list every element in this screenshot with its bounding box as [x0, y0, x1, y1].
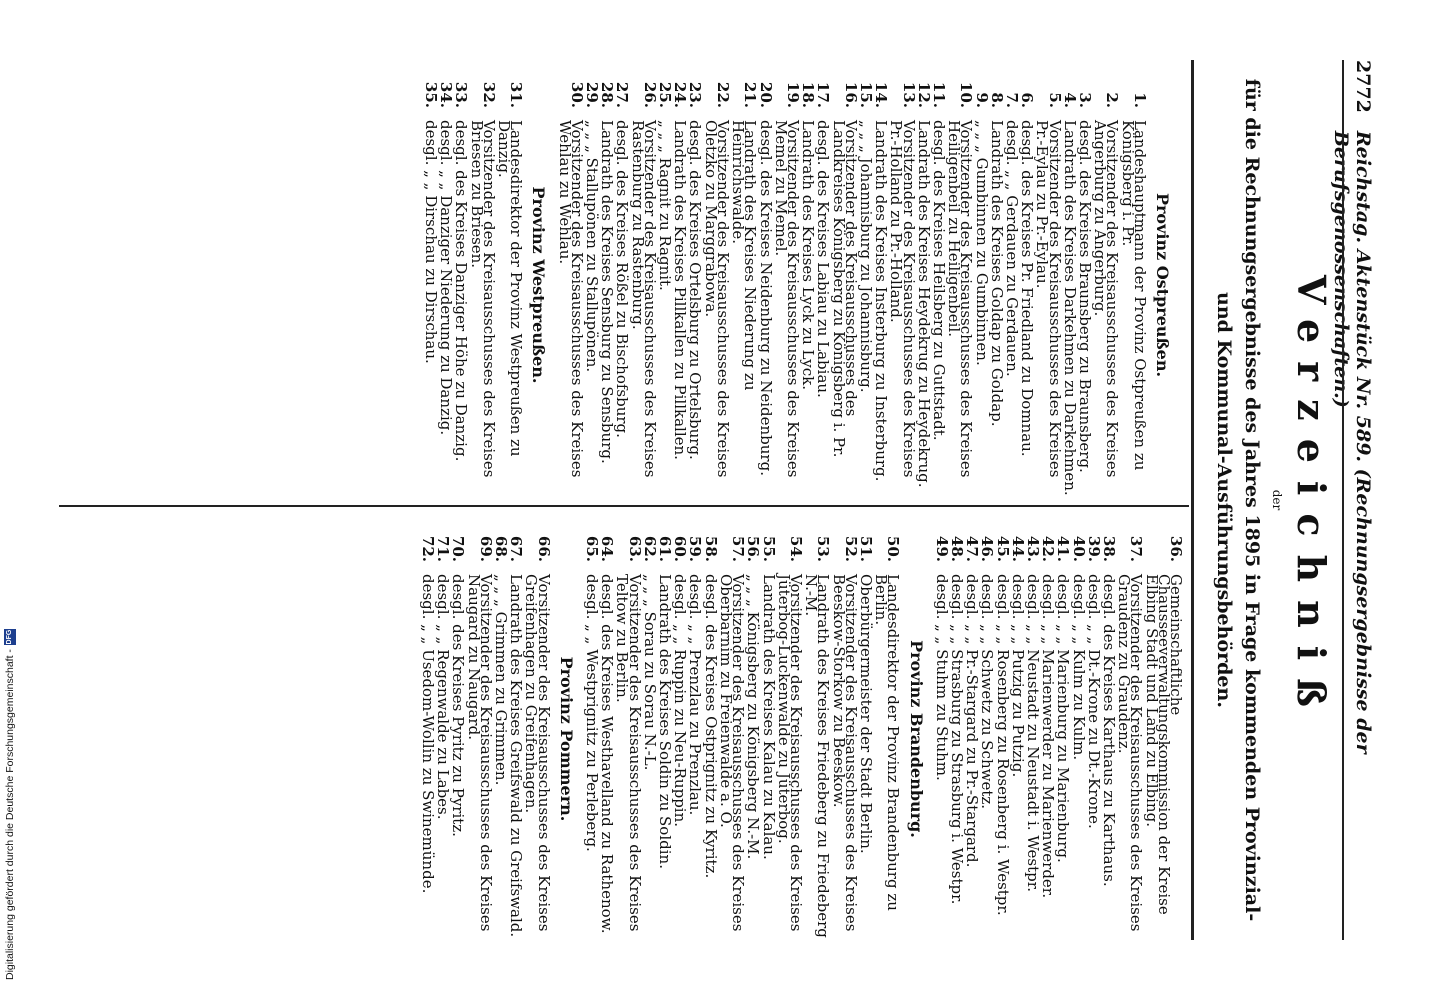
list-item	[422, 66, 441, 504]
page-number: 2772	[1352, 60, 1374, 113]
entry-number: 12.	[914, 81, 933, 108]
entry-number: 55.	[759, 535, 778, 562]
digitization-sidebar	[0, 0, 20, 1000]
entry-number: 51.	[856, 535, 875, 562]
right-column	[419, 520, 1185, 958]
list-item	[628, 66, 659, 504]
entry-number: 62.	[640, 535, 659, 562]
list-item	[814, 66, 833, 504]
list-item	[771, 66, 802, 504]
entry-text: Landesdirektor der Provinz Brandenburg zu Berlin.	[872, 574, 903, 911]
entry-number: 46.	[978, 535, 997, 562]
entry-number: 37.	[1127, 535, 1146, 562]
credit-text: Digitalisierung gefördert durch die Deutsche Forschungsgemeinschaft -	[4, 649, 16, 980]
section-heading: Provinz Pommern.	[556, 656, 576, 822]
list-item	[856, 66, 875, 504]
running-title: Reichstag. Aktenstück Nr. 589. (Rechnungsergebnisse der Berufsgenossenschaften.)	[1330, 130, 1374, 754]
entry-text: desgl. „ „ Schwetz zu Schwetz.	[978, 574, 997, 810]
entry-text: Vorsitzender des Kreisausschusses des Kreises Wehlau zu Wehlau.	[555, 120, 586, 478]
entry-text: „ „ „ Grimmen zu Grimmen.	[492, 574, 511, 786]
entry-number: 6.	[1018, 92, 1037, 108]
entry-number: 64.	[598, 535, 617, 562]
entry-text: desgl. „ „ Rosenberg zu Rosenberg i. Westpr.	[993, 574, 1012, 916]
entry-number: 35.	[422, 81, 441, 108]
entry-number: 23.	[686, 81, 705, 108]
entry-text: desgl. des Kreises Braunsberg zu Braunsberg.	[1075, 120, 1094, 473]
entry-text: desgl. „ „ Putzig zu Putzig.	[1008, 574, 1027, 778]
entry-text: Landrath des Kreises Pillkallen zu Pillkallen.	[671, 120, 690, 460]
entry-number: 2.	[1103, 92, 1122, 108]
entry-number: 31.	[507, 81, 526, 108]
entry-number: 4.	[1060, 92, 1079, 108]
list-item	[583, 520, 602, 958]
entry-number: 66.	[534, 535, 553, 562]
entry-number: 53.	[814, 535, 833, 562]
entry-number: 13.	[899, 81, 918, 108]
entry-number: 15.	[856, 81, 875, 108]
list-item	[1002, 66, 1021, 504]
list-item	[872, 520, 903, 958]
entry-text: desgl. „ „ Neustadt zu Neustadt i. Westpr.	[1023, 574, 1042, 893]
list-item	[434, 520, 453, 958]
list-item	[1023, 520, 1042, 958]
entry-text: „ „ „ Ragnit zu Ragnit.	[656, 120, 675, 291]
entry-text: desgl. des Kreises Pyritz zu Pyritz.	[449, 574, 468, 837]
entry-number: 17.	[814, 81, 833, 108]
section-heading: Provinz Brandenburg.	[906, 640, 926, 838]
entry-number: 42.	[1039, 535, 1058, 562]
entry-text: desgl. des Kreises Heilsberg zu Guttstadt.	[929, 120, 948, 441]
entry-number: 45.	[993, 535, 1012, 562]
entry-number: 44.	[1008, 535, 1027, 562]
entry-number: 19.	[783, 81, 802, 108]
list-item	[701, 520, 720, 958]
entry-number: 58.	[701, 535, 720, 562]
document-subtitle: für die Rechnungsergebnisse des Jahres 1895 in Frage kommenden Provinzial- und Kommunal-Ausführungsbehörden.	[1213, 78, 1263, 922]
entry-text: desgl. „ „ Dt.-Krone zu Dt.-Krone.	[1084, 574, 1103, 829]
document-title: Verzeichniß	[1289, 274, 1334, 726]
list-item	[1115, 520, 1146, 958]
list-item	[963, 520, 982, 958]
entry-text: desgl. „ „ Prenzlau zu Prenzlau.	[686, 574, 705, 816]
list-item	[419, 520, 438, 958]
list-item	[437, 66, 456, 504]
list-item	[993, 520, 1012, 958]
entry-number: 14.	[872, 81, 891, 108]
list-item	[1008, 520, 1027, 958]
list-item	[495, 66, 526, 504]
list-item	[887, 66, 918, 504]
list-item	[555, 66, 586, 504]
list-item	[701, 66, 732, 504]
entry-text: desgl. des Kreises Pr. Friedland zu Domnau.	[1018, 120, 1037, 457]
entry-number: 8.	[987, 92, 1006, 108]
entry-text: Landrath des Kreises Kalau zu Kalau.	[759, 574, 778, 860]
entry-text: Landrath des Kreises Goldap zu Goldap.	[987, 120, 1006, 427]
entry-text: Vorsitzender des Kreisausschusses des Kreises Beeskow-Storkow zu Beeskow.	[829, 574, 860, 932]
entry-text: Landrath des Kreises Heydekrug zu Heydekrug.	[914, 120, 933, 488]
list-item	[640, 520, 659, 958]
entry-text: desgl. „ „ Marienburg zu Marienburg.	[1054, 574, 1073, 863]
entry-text: Landrath des Kreises Sensburg zu Sensburg.	[598, 120, 617, 464]
list-item	[978, 520, 997, 958]
entry-number: 71.	[434, 535, 453, 562]
entry-text: Vorsitzender des Kreisausschusses des Kreises Naugard zu Naugard.	[464, 574, 495, 932]
entry-number: 61.	[656, 535, 675, 562]
entry-text: desgl. „ „ Usedom-Wollin zu Swinemünde.	[419, 574, 438, 894]
entry-number: 65.	[583, 535, 602, 562]
entry-text: desgl. des Kreises Ortelsburg zu Ortelsburg.	[686, 120, 705, 460]
list-item	[756, 66, 775, 504]
entry-text: „ „ „ Gumbinnen zu Gumbinnen.	[972, 120, 991, 366]
entry-text: desgl. „ „ Strasburg zu Strasburg i. Westpr.	[947, 574, 966, 905]
list-item	[929, 66, 948, 504]
entry-number: 60.	[671, 535, 690, 562]
list-item	[686, 66, 705, 504]
entry-number: 63.	[625, 535, 644, 562]
entry-number: 52.	[841, 535, 860, 562]
list-item	[972, 66, 991, 504]
header-rule	[1342, 60, 1344, 940]
entry-text: „ „ „ Johannisburg zu Johannisburg.	[856, 120, 875, 393]
entry-number: 43.	[1023, 535, 1042, 562]
entry-text: Landrath des Kreises Niederung zu Heinrichswalde.	[729, 120, 760, 391]
entry-text: Landrath des Kreises Soldin zu Soldin.	[656, 574, 675, 869]
entry-number: 3.	[1075, 92, 1094, 108]
entry-number: 7.	[1002, 92, 1021, 108]
entry-number: 20.	[756, 81, 775, 108]
list-item	[656, 66, 675, 504]
entry-text: desgl. des Kreises Westhavelland zu Rathenow.	[598, 574, 617, 934]
entry-number: 72.	[419, 535, 438, 562]
entry-text: desgl. „ „ Pr.-Stargard zu Pr.-Stargard.	[963, 574, 982, 868]
entry-number: 11.	[929, 81, 948, 108]
list-item	[656, 520, 675, 958]
list-item	[671, 520, 690, 958]
entry-text: „ „ „ Stallupönen zu Stallupönen.	[583, 120, 602, 373]
list-item	[932, 520, 951, 958]
entry-number: 41.	[1054, 535, 1073, 562]
entry-text: desgl. „ „ Danziger Niederung zu Danzig.	[437, 120, 456, 436]
entry-number: 48.	[947, 535, 966, 562]
entry-text: desgl. „ „ Stuhm zu Stuhm.	[932, 574, 951, 781]
entry-text: Vorsitzender des Kreisausschusses des Kreises Greifenhagen zu Greifenhagen.	[522, 574, 553, 932]
entry-text: Landrath des Kreises Darkehmen zu Darkehmen.	[1060, 120, 1079, 496]
entry-number: 22.	[713, 81, 732, 108]
entry-number: 16.	[841, 81, 860, 108]
entry-number: 32.	[479, 81, 498, 108]
entry-number: 56.	[744, 535, 763, 562]
entry-text: Vorsitzender des Kreisausschusses des Kreises Jüterbog-Luckenwalde zu Jüterbog.	[774, 574, 805, 932]
entry-text: Vorsitzender des Kreisausschusses des Kreises Briesen zu Briesen.	[467, 120, 498, 478]
entry-text: Oberbürgermeister der Stadt Berlin.	[856, 574, 875, 854]
list-item	[945, 66, 976, 504]
list-item	[759, 520, 778, 958]
list-item	[507, 520, 526, 958]
entry-text: Landesdirektor der Provinz Westpreußen zu Danzig.	[495, 120, 526, 457]
title-rule	[1191, 60, 1194, 940]
section-heading: Provinz Ostpreußen.	[1153, 192, 1172, 378]
entry-number: 54.	[786, 535, 805, 562]
entry-number: 49.	[932, 535, 951, 562]
dfg-logo: DFG	[4, 629, 16, 645]
entry-text: desgl. „ „ Kulm zu Kulm.	[1069, 574, 1088, 761]
list-item	[467, 66, 498, 504]
list-item	[464, 520, 495, 958]
entry-text: desgl. „ „ Gerdauen zu Gerdauen.	[1002, 120, 1021, 377]
entry-text: Landeshauptmann der Provinz Ostpreußen zu Königsberg i. Pr.	[1118, 120, 1149, 471]
entry-text: Vorsitzender des Kreisausschusses des Kreises Graudenz zu Graudenz.	[1115, 574, 1146, 932]
entry-text: Vorsitzender des Kreisausschusses des Kreises Oletzko zu Marggrabowa.	[701, 120, 732, 478]
list-item	[799, 66, 818, 504]
list-item	[914, 66, 933, 504]
entry-number: 36.	[1167, 535, 1185, 562]
entry-text: Gemeinschaftliche Chausseeverwaltungskommission der Kreise Elbing Stadt und Land zu Elbing.	[1142, 574, 1185, 915]
title-connector: der	[1270, 489, 1284, 511]
list-item	[774, 520, 805, 958]
entry-number: 28.	[598, 81, 617, 108]
entry-text: desgl. „ „ Westprignitz zu Perleberg.	[583, 574, 602, 852]
list-item	[598, 520, 617, 958]
entry-text: Landrath des Kreises Insterburg zu Insterburg.	[872, 120, 891, 482]
entry-text: desgl. des Kreises Labiau zu Labiau.	[814, 120, 833, 398]
list-item	[1118, 66, 1149, 504]
entry-number: 5.	[1045, 92, 1064, 108]
entry-number: 18.	[799, 81, 818, 108]
entry-text: desgl. des Kreises Karthaus zu Karthaus.	[1099, 574, 1118, 887]
column-divider	[59, 505, 1189, 507]
entry-text: Vorsitzender des Kreisausschusses des Kreises Heiligenbeil zu Heiligenbeil.	[945, 120, 976, 478]
entry-number: 57.	[729, 535, 748, 562]
entry-number: 67.	[507, 535, 526, 562]
entry-number: 30.	[567, 81, 586, 108]
entry-number: 9.	[972, 92, 991, 108]
entry-text: Vorsitzender des Kreisausschusses des Landkreises Königsberg zu Königsberg i. Pr.	[829, 120, 860, 458]
list-item	[1099, 520, 1118, 958]
entry-text: desgl. des Kreises Ostprignitz zu Kyritz.	[701, 574, 720, 879]
entry-number: 34.	[437, 81, 456, 108]
entry-text: desgl. des Kreises Neidenburg zu Neidenburg.	[756, 120, 775, 476]
entry-text: „ „ „ Sorau zu Sorau N.-L.	[640, 574, 659, 771]
list-item	[452, 66, 471, 504]
entry-text: desgl. „ „ Dirschau zu Dirschau.	[422, 120, 441, 364]
entry-number: 59.	[686, 535, 705, 562]
digitization-credit	[0, 0, 20, 980]
entry-number: 10.	[957, 81, 976, 108]
entry-number: 29.	[583, 81, 602, 108]
entry-number: 50.	[884, 535, 903, 562]
entry-text: Landrath des Kreises Greifswald zu Greifswald.	[507, 574, 526, 938]
list-item	[1084, 520, 1103, 958]
list-item	[613, 66, 632, 504]
list-item	[598, 66, 617, 504]
list-item	[1091, 66, 1122, 504]
entry-text: Landrath des Kreises Lyck zu Lyck.	[799, 120, 818, 390]
entry-number: 1.	[1130, 92, 1149, 108]
entry-number: 25.	[656, 81, 675, 108]
list-item	[1075, 66, 1094, 504]
list-item	[856, 520, 875, 958]
left-column	[422, 66, 1182, 504]
list-item	[583, 66, 602, 504]
entry-number: 33.	[452, 81, 471, 108]
entry-text: Vorsitzender des Kreisausschusses des Kreises Pr.-Holland zu Pr.-Holland.	[887, 120, 918, 478]
entry-number: 27.	[613, 81, 632, 108]
entry-text: Vorsitzender des Kreisausschusses des Kreises Rastenburg zu Rastenburg.	[628, 120, 659, 478]
entry-number: 68.	[492, 535, 511, 562]
running-header	[1330, 60, 1374, 940]
list-item	[492, 520, 511, 958]
entry-text: „ „ „ Königsberg zu Königsberg N.-M.	[744, 574, 763, 860]
list-item	[671, 66, 690, 504]
entry-text: desgl. des Kreises Rößel zu Bischofsburg.	[613, 120, 632, 438]
list-item	[802, 520, 833, 958]
entry-text: Vorsitzender des Kreisausschusses des Kreises Teltow zu Berlin.	[613, 574, 644, 932]
entry-text: desgl. des Kreises Danziger Höhe zu Danzig.	[452, 120, 471, 462]
entry-number: 24.	[671, 81, 690, 108]
entry-text: Vorsitzender des Kreisausschusses des Kreises Oberbarnim zu Freienwalde a. O.	[716, 574, 748, 932]
entry-number: 40.	[1069, 535, 1088, 562]
list-item	[716, 520, 748, 958]
list-item	[829, 66, 860, 504]
list-item	[829, 520, 860, 958]
list-item	[1018, 66, 1037, 504]
entry-number: 38.	[1099, 535, 1118, 562]
list-item	[1142, 520, 1185, 958]
list-item	[1060, 66, 1079, 504]
list-item	[729, 66, 760, 504]
entry-text: Vorsitzender des Kreisausschusses des Kreises Angerburg zu Angerburg.	[1091, 120, 1122, 478]
entry-text: desgl. „ „ Ruppin zu Neu-Ruppin.	[671, 574, 690, 828]
list-item	[449, 520, 468, 958]
entry-text: Landrath des Kreises Friedeberg zu Friedeberg N.-M.	[802, 574, 833, 938]
entry-text: Vorsitzender des Kreisausschusses des Kreises Pr.-Eylau zu Pr.-Eylau.	[1033, 120, 1064, 478]
list-item	[1033, 66, 1064, 504]
entry-number: 21.	[741, 81, 760, 108]
entry-number: 70.	[449, 535, 468, 562]
entry-number: 47.	[963, 535, 982, 562]
entry-text: desgl. „ „ Regenwalde zu Labes.	[434, 574, 453, 820]
entry-text: Vorsitzender des Kreisausschusses des Kreises Memel zu Memel.	[771, 120, 802, 478]
section-heading: Provinz Westpreußen.	[529, 186, 549, 384]
list-item	[947, 520, 966, 958]
entry-number: 26.	[640, 81, 659, 108]
list-item	[522, 520, 553, 958]
list-item	[872, 66, 891, 504]
entry-number: 39.	[1084, 535, 1103, 562]
list-item	[613, 520, 644, 958]
list-item	[686, 520, 705, 958]
entry-text: desgl. „ „ Marienwerder zu Marienwerder.	[1039, 574, 1058, 899]
list-item	[744, 520, 763, 958]
list-item	[1069, 520, 1088, 958]
list-item	[1039, 520, 1058, 958]
entry-number: 69.	[476, 535, 495, 562]
list-item	[987, 66, 1006, 504]
list-item	[1054, 520, 1073, 958]
